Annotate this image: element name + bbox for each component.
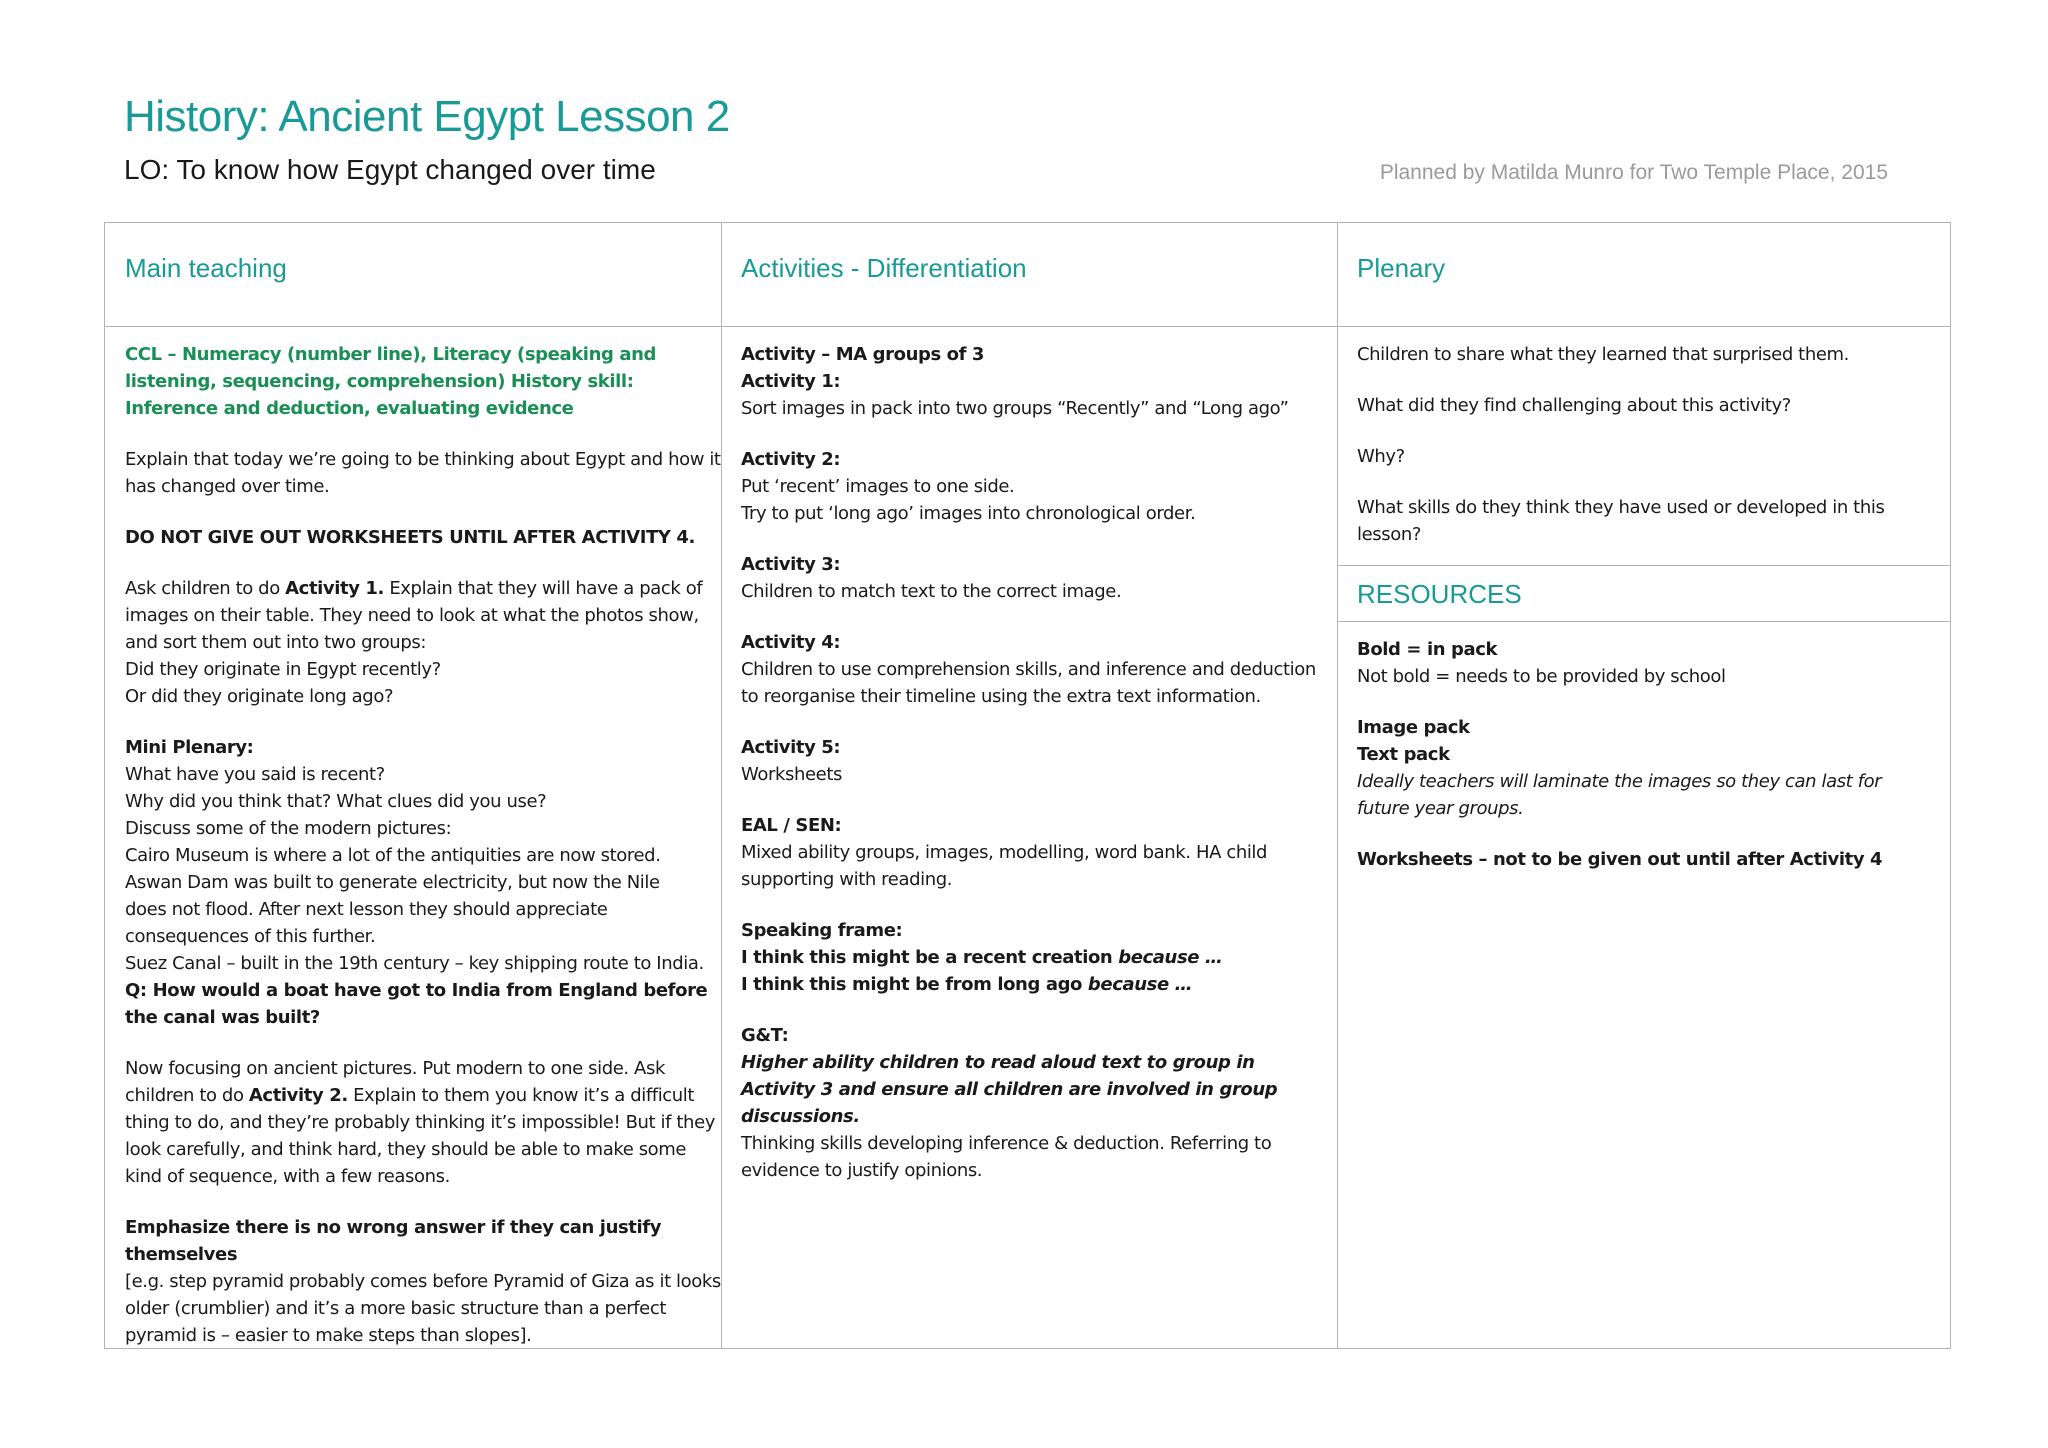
activity1-text: Sort images in pack into two groups “Recently” and “Long ago”	[741, 398, 1289, 419]
activity3-title: Activity 3:	[741, 554, 841, 575]
image-pack: Image pack	[1357, 717, 1470, 738]
mini-plenary-line: What have you said is recent?	[125, 764, 385, 785]
activity1-instructions: Ask children to do Activity 1. Explain that they will have a pack of images on their table. They need to look at what the photos show, and sort them out into two groups:	[125, 578, 703, 653]
resources-divider-bottom	[1337, 621, 1950, 622]
laminate-note: Ideally teachers will laminate the images so they can last for future year groups.	[1357, 771, 1882, 819]
eal-title: EAL / SEN:	[741, 815, 842, 836]
lesson-title: History: Ancient Egypt Lesson 2	[124, 92, 730, 141]
activity4-text: Children to use comprehension skills, and inference and deduction to reorganise their timeline using the extra text information.	[741, 659, 1316, 707]
plenary-question: Children to share what they learned that surprised them.	[1357, 344, 1849, 365]
bold-key: Bold = in pack	[1357, 639, 1498, 660]
resources-content	[1357, 636, 1917, 873]
plenary-question: Why?	[1357, 446, 1405, 467]
ccl-text: CCL – Numeracy (number line), Literacy (speaking and listening, sequencing, comprehension) History skill: Inference and deduction, evaluating evidence	[125, 344, 656, 419]
emphasis-text: Emphasize there is no wrong answer if they can justify themselves	[125, 1217, 662, 1265]
column-divider	[1337, 223, 1338, 1348]
activity5-text: Worksheets	[741, 764, 842, 785]
plenary-question: What did they find challenging about this activity?	[1357, 395, 1791, 416]
speaking-frame-title: Speaking frame:	[741, 920, 903, 941]
planner-credit: Planned by Matilda Munro for Two Temple Place, 2015	[1379, 161, 1888, 184]
worksheets-note: Worksheets – not to be given out until after Activity 4	[1357, 849, 1883, 870]
mini-plenary-line: Suez Canal – built in the 19th century – key shipping route to India.	[125, 953, 704, 974]
lesson-plan-table	[104, 222, 1951, 1349]
mini-plenary-line: Aswan Dam was built to generate electricity, but now the Nile does not flood. After next lesson they should appreciate consequences of this further.	[125, 872, 660, 947]
gt-emphasis: Higher ability children to read aloud text to group in Activity 3 and ensure all children are involved in group discussions.	[741, 1052, 1278, 1127]
activity3-text: Children to match text to the correct image.	[741, 581, 1122, 602]
main-teaching-heading: Main teaching	[125, 253, 287, 283]
speaking-frame-line: I think this might be a recent creation because …	[741, 947, 1223, 968]
resources-divider-top	[1337, 565, 1950, 566]
plenary-heading: Plenary	[1357, 253, 1446, 283]
intro-text: Explain that today we’re going to be thinking about Egypt and how it has changed over time.	[125, 449, 721, 497]
activities-heading: Activities - Differentiation	[741, 253, 1027, 283]
activity1-question: Did they originate in Egypt recently?	[125, 659, 441, 680]
mini-plenary-question: Q: How would a boat have got to India from England before the canal was built?	[125, 980, 708, 1028]
gt-title: G&T:	[741, 1025, 789, 1046]
mini-plenary-line: Why did you think that? What clues did you use?	[125, 791, 547, 812]
speaking-frame-line: I think this might be from long ago because …	[741, 974, 1193, 995]
gt-text: Thinking skills developing inference & deduction. Referring to evidence to justify opinions.	[741, 1133, 1272, 1181]
activity2-instructions: Now focusing on ancient pictures. Put modern to one side. Ask children to do Activity 2. Explain to them you know it’s a difficult thing to do, and they’re probably thinking it’s impossible! But if they look carefully, and think hard, they should be able to make some kind of sequence, with a few reasons.	[125, 1058, 715, 1187]
activity5-title: Activity 5:	[741, 737, 841, 758]
activity4-title: Activity 4:	[741, 632, 841, 653]
groups-title: Activity – MA groups of 3	[741, 344, 985, 365]
notbold-key: Not bold = needs to be provided by school	[1357, 666, 1726, 687]
mini-plenary-line: Discuss some of the modern pictures:	[125, 818, 452, 839]
activity1-title: Activity 1:	[741, 371, 841, 392]
main-teaching-content	[125, 341, 725, 1349]
text-pack: Text pack	[1357, 744, 1450, 765]
activities-content	[741, 341, 1331, 1184]
activity2-text: Try to put ‘long ago’ images into chronological order.	[741, 503, 1196, 524]
activity2-title: Activity 2:	[741, 449, 841, 470]
resources-heading: RESOURCES	[1357, 579, 1522, 609]
worksheet-warning: DO NOT GIVE OUT WORKSHEETS UNTIL AFTER ACTIVITY 4.	[125, 527, 695, 548]
emphasis-example: [e.g. step pyramid probably comes before Pyramid of Giza as it looks older (crumblier) and it’s a more basic structure than a perfect pyramid is – easier to make steps than slopes].	[125, 1271, 721, 1346]
activity2-text: Put ‘recent’ images to one side.	[741, 476, 1015, 497]
activity1-question: Or did they originate long ago?	[125, 686, 394, 707]
learning-objective: LO: To know how Egypt changed over time	[124, 154, 656, 185]
header-row-divider	[105, 326, 1950, 327]
plenary-question: What skills do they think they have used or developed in this lesson?	[1357, 497, 1885, 545]
mini-plenary-line: Cairo Museum is where a lot of the antiquities are now stored.	[125, 845, 661, 866]
plenary-content	[1357, 341, 1947, 548]
mini-plenary-title: Mini Plenary:	[125, 737, 254, 758]
eal-text: Mixed ability groups, images, modelling, word bank. HA child supporting with reading.	[741, 842, 1268, 890]
